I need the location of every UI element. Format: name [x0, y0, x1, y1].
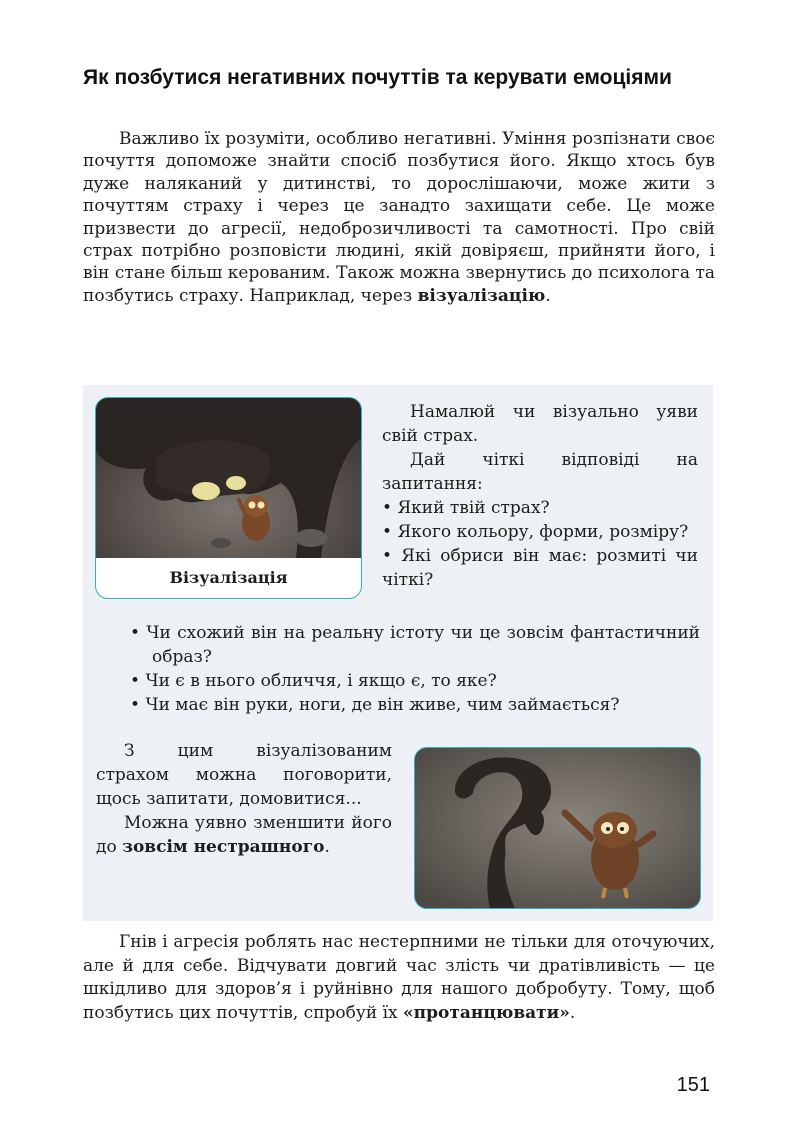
visualization-card [95, 397, 362, 599]
outro-text: Гнів і агресія роблять нас нестерпними не тільки для оточуючих, але й для себе. Відчувати довгий час злість чи дратівливість — це шкідливо для здоров’я і руйнівно для нашого добробуту. Тому, щоб позбутись цих почуттів, спробуй їх [83, 932, 715, 1023]
section-heading: Як позбутися негативних почуттів та керувати емоціями [83, 66, 672, 89]
page-number: 151 [676, 1074, 710, 1096]
question-shadow-illustration [415, 748, 700, 908]
outro-end: . [569, 1002, 576, 1023]
advice-shrink-end: . [324, 837, 330, 857]
question-list [130, 621, 700, 717]
question-item [130, 693, 700, 717]
question-text: Чи схожий він на реальну істоту чи це зовсім фантастичний образ? [146, 623, 700, 667]
advice-shrink-bold: зовсім нестрашного [122, 837, 325, 857]
intro-paragraph [83, 128, 715, 307]
advice-shrink [96, 811, 392, 859]
question-item: • Які обриси він має: розмиті чи чіткі? [382, 544, 698, 592]
intro-text: Важливо їх розуміти, особливо негативні. Уміння розпізнати своє почуття допоможе знайти спосіб позбутися його. Якщо хтось був дуже наляканий у дитинстві, то дорослішаючи, може жити з почуттям страху і через це занадто захищати себе. Це може призвести до агресії, недоброзичливості та самотності. Про свій страх потрібно розповісти людині, якій довіряєш, прийняти його, і він стане більш керованим. Також можна звернутись до психолога та позбутись страху. Наприклад, через [83, 129, 715, 306]
question-item [130, 669, 700, 693]
visualization-caption: Візуалізація [169, 568, 288, 587]
instruction-draw: Намалюй чи візуально уяви свій страх. [382, 402, 698, 446]
visualization-advice [96, 739, 392, 859]
question-shadow-card [414, 747, 701, 909]
question-item: • Який твій страх? [382, 496, 698, 520]
advice-talk: З цим візуалізованим страхом можна поговорити, щось запитати, домовитися... [96, 741, 392, 809]
intro-bold-term: візуалізацію [417, 285, 546, 306]
intro-end: . [545, 285, 551, 306]
instruction-answer: Дай чіткі відповіді на запитання: [382, 450, 698, 494]
question-item [130, 621, 700, 669]
question-item: • Якого кольору, форми, розміру? [382, 520, 698, 544]
shadow-monster-illustration [96, 398, 361, 558]
question-text: Чи є в нього обличчя, і якщо є, то яке? [145, 671, 497, 691]
exercise-instructions [382, 400, 698, 592]
outro-bold-term: «протанцювати» [403, 1002, 570, 1023]
advice-shrink-text: Можна уявно зменшити його до [96, 813, 392, 857]
outro-paragraph [83, 931, 715, 1025]
question-text: Чи має він руки, ноги, де він живе, чим займається? [145, 695, 620, 715]
